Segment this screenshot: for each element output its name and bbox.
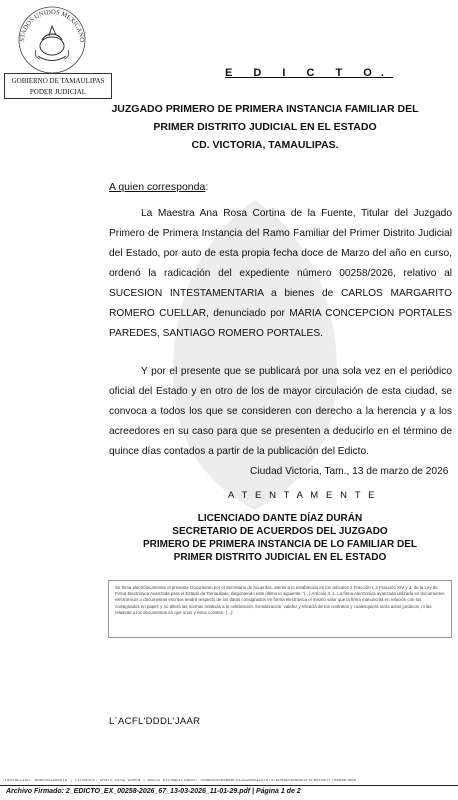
gov-line2: PODER JUDICIAL [29,88,87,96]
document-date: Ciudad Victoria, Tam., 13 de marzo de 2026 [250,466,449,477]
court-line3: CD. VICTORIA, TAMAULIPAS. [191,139,339,151]
signer-title1: SECRETARIO DE ACUERDOS DEL JUZGADO [172,526,388,537]
gov-line1: GOBIERNO DE TAMAULIPAS [11,77,105,85]
signer-name: LICENCIADO DANTE DÍAZ DURÁN [197,513,363,524]
signer-title2: PRIMERO DE PRIMERA INSTANCIA DE LO FAMILIAR DEL [142,539,418,550]
signer-title3: PRIMER DISTRITO JUDICIAL EN EL ESTADO [173,552,387,563]
svg-text:ESTADOS UNIDOS MEXICANOS [16,2,85,43]
seal-text: STADOS UNIDOS MEXICANO [18,8,86,43]
electronic-signature-notice: Se firma electrónicamente el presente Documento por el Secretario de Acuerdos, atento a lo establecido en los artículos 2 Fracción I, 3 Fracción XIV y 4, de la Ley de Firma Electrónica Avanzada para el Estado de Tamaulipas, disponiendo este último lo siguiente: '(...) Artículo 4. 1. La firma electrónica avanzada utilizada en documentos electrónicos o documentos escritos tendrá respecto de los datos consignados en forma electrónica el mismo valor que la firma manuscrita en relación con los consignados en papel; y no altera las normas relativas a la celebración, formalización, validez y eficacia de los contratos y cualesquiera otros actos jurídicos, ni las relativas a los documentos en que unos y otros consten. (...)'. [108,580,452,638]
document-title: E D I C T O. [225,67,393,79]
body-paragraph-2: Y por el presente que se publicará por una sola vez en el periódico oficial del Estado y en otro de los de mayor circulación de esta ciudad, se convoca a todos los que se consideren con derecho a la herencia y a los acreedores en su caso para que se presenten a deducirlo en el término de quince días contados a partir de la publicación del Edicto. [109,366,452,457]
body-paragraph-1: La Maestra Ana Rosa Cortina de la Fuente, Titular del Juzgado Primero de Primera Instancia del Ramo Familiar del Primer Distrito Judicial del Estado, por auto de esta propia fecha doce de Marzo del año en curso, ordenó la radicación del expediente número 00258/2026, relativo al SUCESION INTESTAMENTARIA a bienes de CARLOS MARGARITO ROMERO CUELLAR, denunciado por MARIA CONCEPCION PORTALES PAREDES, SANTIAGO ROMERO PORTALES. [109,208,452,339]
greeting-text: A quien corresponda [109,181,206,193]
typist-initials: L´ACFL'DDDL'JAAR [109,716,201,727]
footer-divider [0,785,458,786]
signed-file-footer: Archivo Firmado: 2_EDICTO_EX_00258-2026_67_13-03-2026_11-01-29.pdf | Página 1 de 2 [6,788,301,795]
greeting: A quien corresponda: [109,181,209,193]
government-label-box [4,73,112,99]
signature-hash-line: Transacción: 0000361350276 | Firmante: DANTE DÍAZ DURÁN | Datos Estampillados: AA8B194584B88FA116204832576747DD98DFBA8DE2F0FB8F8E7F798D9EA8B5 [2,779,357,783]
national-seal-icon [16,2,88,74]
closing: A T E N T A M E N T E [228,490,378,501]
court-line1: JUZGADO PRIMERO DE PRIMERA INSTANCIA FAMILIAR DEL [111,103,419,115]
court-line2: PRIMER DISTRITO JUDICIAL EN EL ESTADO [153,121,377,133]
